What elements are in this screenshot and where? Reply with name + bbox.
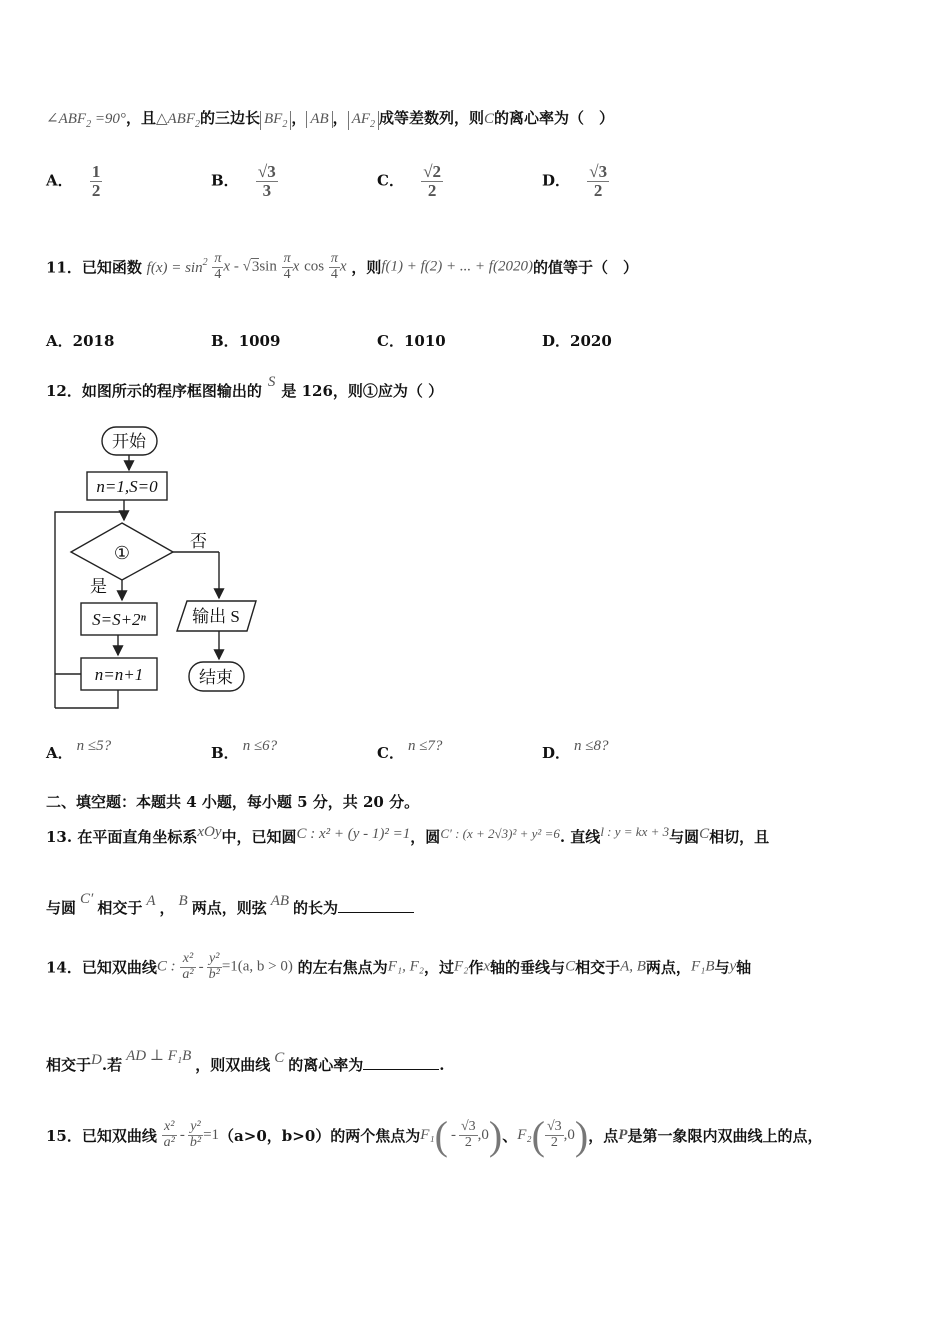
triangle-expr: $\triangle ABF_2$ <box>155 111 200 130</box>
q10-option-b[interactable]: B． $\frac{√3}{3}$ <box>211 162 276 200</box>
q13-stem-line1: 13. 在平面直角坐标系xOy中，已知圆C : x² + (y - 1)² =1，圆C′ : (x + 2√3)² + y² =6. 直线l : y = kx + 3与圆C相切，且 <box>46 824 770 846</box>
side-af2: $AF_2$ <box>348 111 379 130</box>
section2-heading: 二、填空题：本题共 4 小题，每小题 5 分，共 20 分。 <box>46 793 420 811</box>
side-ab: AB <box>306 111 332 128</box>
flow-no-text: 否 <box>190 532 207 551</box>
flow-end-text: 结束 <box>199 668 233 687</box>
q13-answer-blank[interactable] <box>338 900 414 913</box>
q12-option-b[interactable]: B． n ≤6? <box>211 738 278 762</box>
q11-stem: 11．已知函数 $f(x) = \sin^2$ $\frac{\pi}{4}$ x - √3sin $\frac{\pi}{4}$ x cos $\frac{\pi}{4}$ x ，则f(1) + f(2) + ... + f(2020)的值等于（ ） <box>46 251 638 282</box>
q11-option-d[interactable]: D．2020 <box>542 332 612 350</box>
q10-option-d[interactable]: D． $\frac{√3}{2}$ <box>542 162 608 200</box>
q13-stem-line2: 与圆 C′ 相交于 A ， B 两点，则弦 AB 的长为 <box>46 891 414 918</box>
q12-option-d[interactable]: D． n ≤8? <box>542 738 609 762</box>
flow-step1-text: S=S+2ⁿ <box>92 610 146 629</box>
flow-yes-text: 是 <box>90 577 107 596</box>
side-bf2: $BF_2$ <box>260 111 291 130</box>
q10-option-a[interactable]: A． $\frac{1}{2}$ <box>46 162 101 200</box>
flow-cond-text: ① <box>113 543 131 563</box>
q12-stem: 12．如图所示的程序框图输出的 S 是 126，则①应为（ ） <box>46 374 444 400</box>
q10-option-c[interactable]: C． $\frac{√2}{2}$ <box>377 162 442 200</box>
q11-option-b[interactable]: B．1009 <box>211 332 281 350</box>
q15-stem: 15．已知双曲线 $\frac{\text{x²}}{\text{a²}}$ - $\frac{\text{y²}}{\text{b²}}$ =1（a>0，b>0）的两个焦点为F₁( - $\frac{√3}{2}$ ,0)、F₂( $\frac{√3}{2}$ ,0)，点P是第一象限内双曲线上的点， <box>46 1113 823 1158</box>
q12-option-a[interactable]: A． n ≤5? <box>46 738 112 762</box>
q10-stem: $\angle ABF_2 =90^\circ$，且$\triangle ABF_2$的三边长 $BF_2$ ， AB ， $AF_2$ 成等差数列，则C的离心率为（ ） <box>46 109 615 130</box>
q14-stem-line2: 相交于D.若 AD ⊥ F₁B ，则双曲线 C 的离心率为 . <box>46 1048 445 1074</box>
flow-init-text: n=1,S=0 <box>96 477 158 496</box>
q12-option-c[interactable]: C． n ≤7? <box>377 738 443 762</box>
angle-expr: $\angle ABF_2 =90^\circ$ <box>46 111 126 130</box>
q14-stem-line1: 14．已知双曲线C : $\frac{\text{x²}}{\text{a²}}$ - $\frac{\text{y²}}{\text{b²}}$ =1(a, b > 0) 的左右焦点为F₁, F₂，过F₂作x轴的垂线与C相交于A, B两点，F₁B与y轴 <box>46 951 752 982</box>
q11-option-c[interactable]: C．1010 <box>377 332 446 350</box>
flow-start-text: 开始 <box>112 432 146 451</box>
q14-answer-blank[interactable] <box>363 1057 439 1070</box>
q11-option-a[interactable]: A．2018 <box>46 332 115 350</box>
flow-step2-text: n=n+1 <box>94 665 144 684</box>
flow-output-text: 输出 S <box>192 607 240 626</box>
